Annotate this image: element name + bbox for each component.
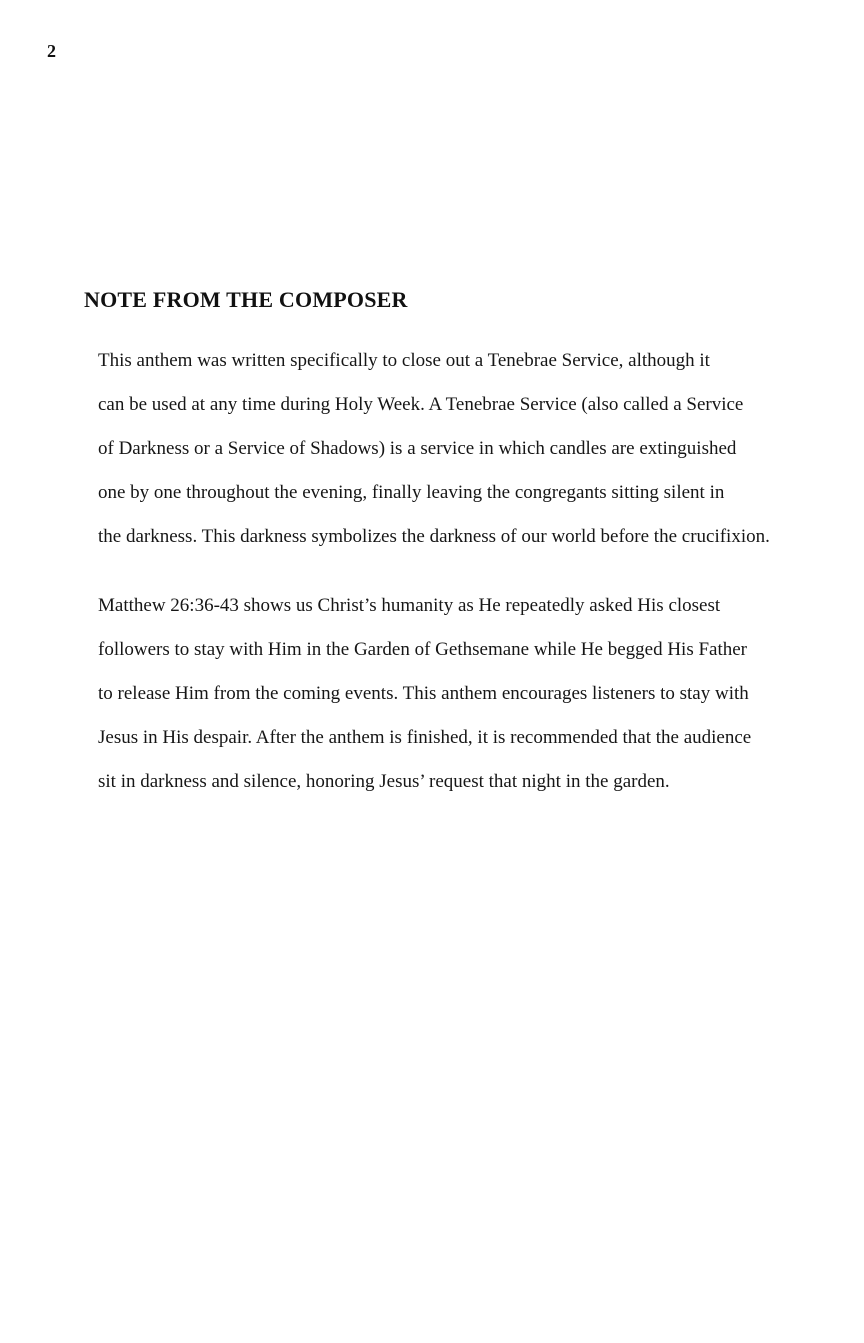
- text-line: Jesus in His despair. After the anthem is finished, it is recommended that the audience: [98, 727, 752, 748]
- page-number: 2: [47, 41, 56, 61]
- text-line: Matthew 26:36-43 shows us Christ’s humanity as He repeatedly asked His closest: [98, 595, 721, 616]
- text-line: This anthem was written specifically to close out a Tenebrae Service, although it: [98, 350, 710, 371]
- text-line: the darkness. This darkness symbolizes the darkness of our world before the crucifixion.: [98, 526, 770, 547]
- composer-note-section: [84, 286, 800, 829]
- text-line: to release Him from the coming events. This anthem encourages listeners to stay with: [98, 683, 749, 704]
- text-line: can be used at any time during Holy Week. A Tenebrae Service (also called a Service: [98, 394, 744, 415]
- paragraph-matthew-gethsemane: [98, 584, 800, 804]
- text-line: of Darkness or a Service of Shadows) is a service in which candles are extinguished: [98, 438, 737, 459]
- paragraph-tenebrae-service: [98, 339, 800, 559]
- text-line: followers to stay with Him in the Garden of Gethsemane while He begged His Father: [98, 639, 748, 660]
- section-heading: NOTE FROM THE COMPOSER: [84, 287, 408, 312]
- text-line: sit in darkness and silence, honoring Jesus’ request that night in the garden.: [98, 771, 670, 792]
- text-line: one by one throughout the evening, finally leaving the congregants sitting silent in: [98, 482, 725, 503]
